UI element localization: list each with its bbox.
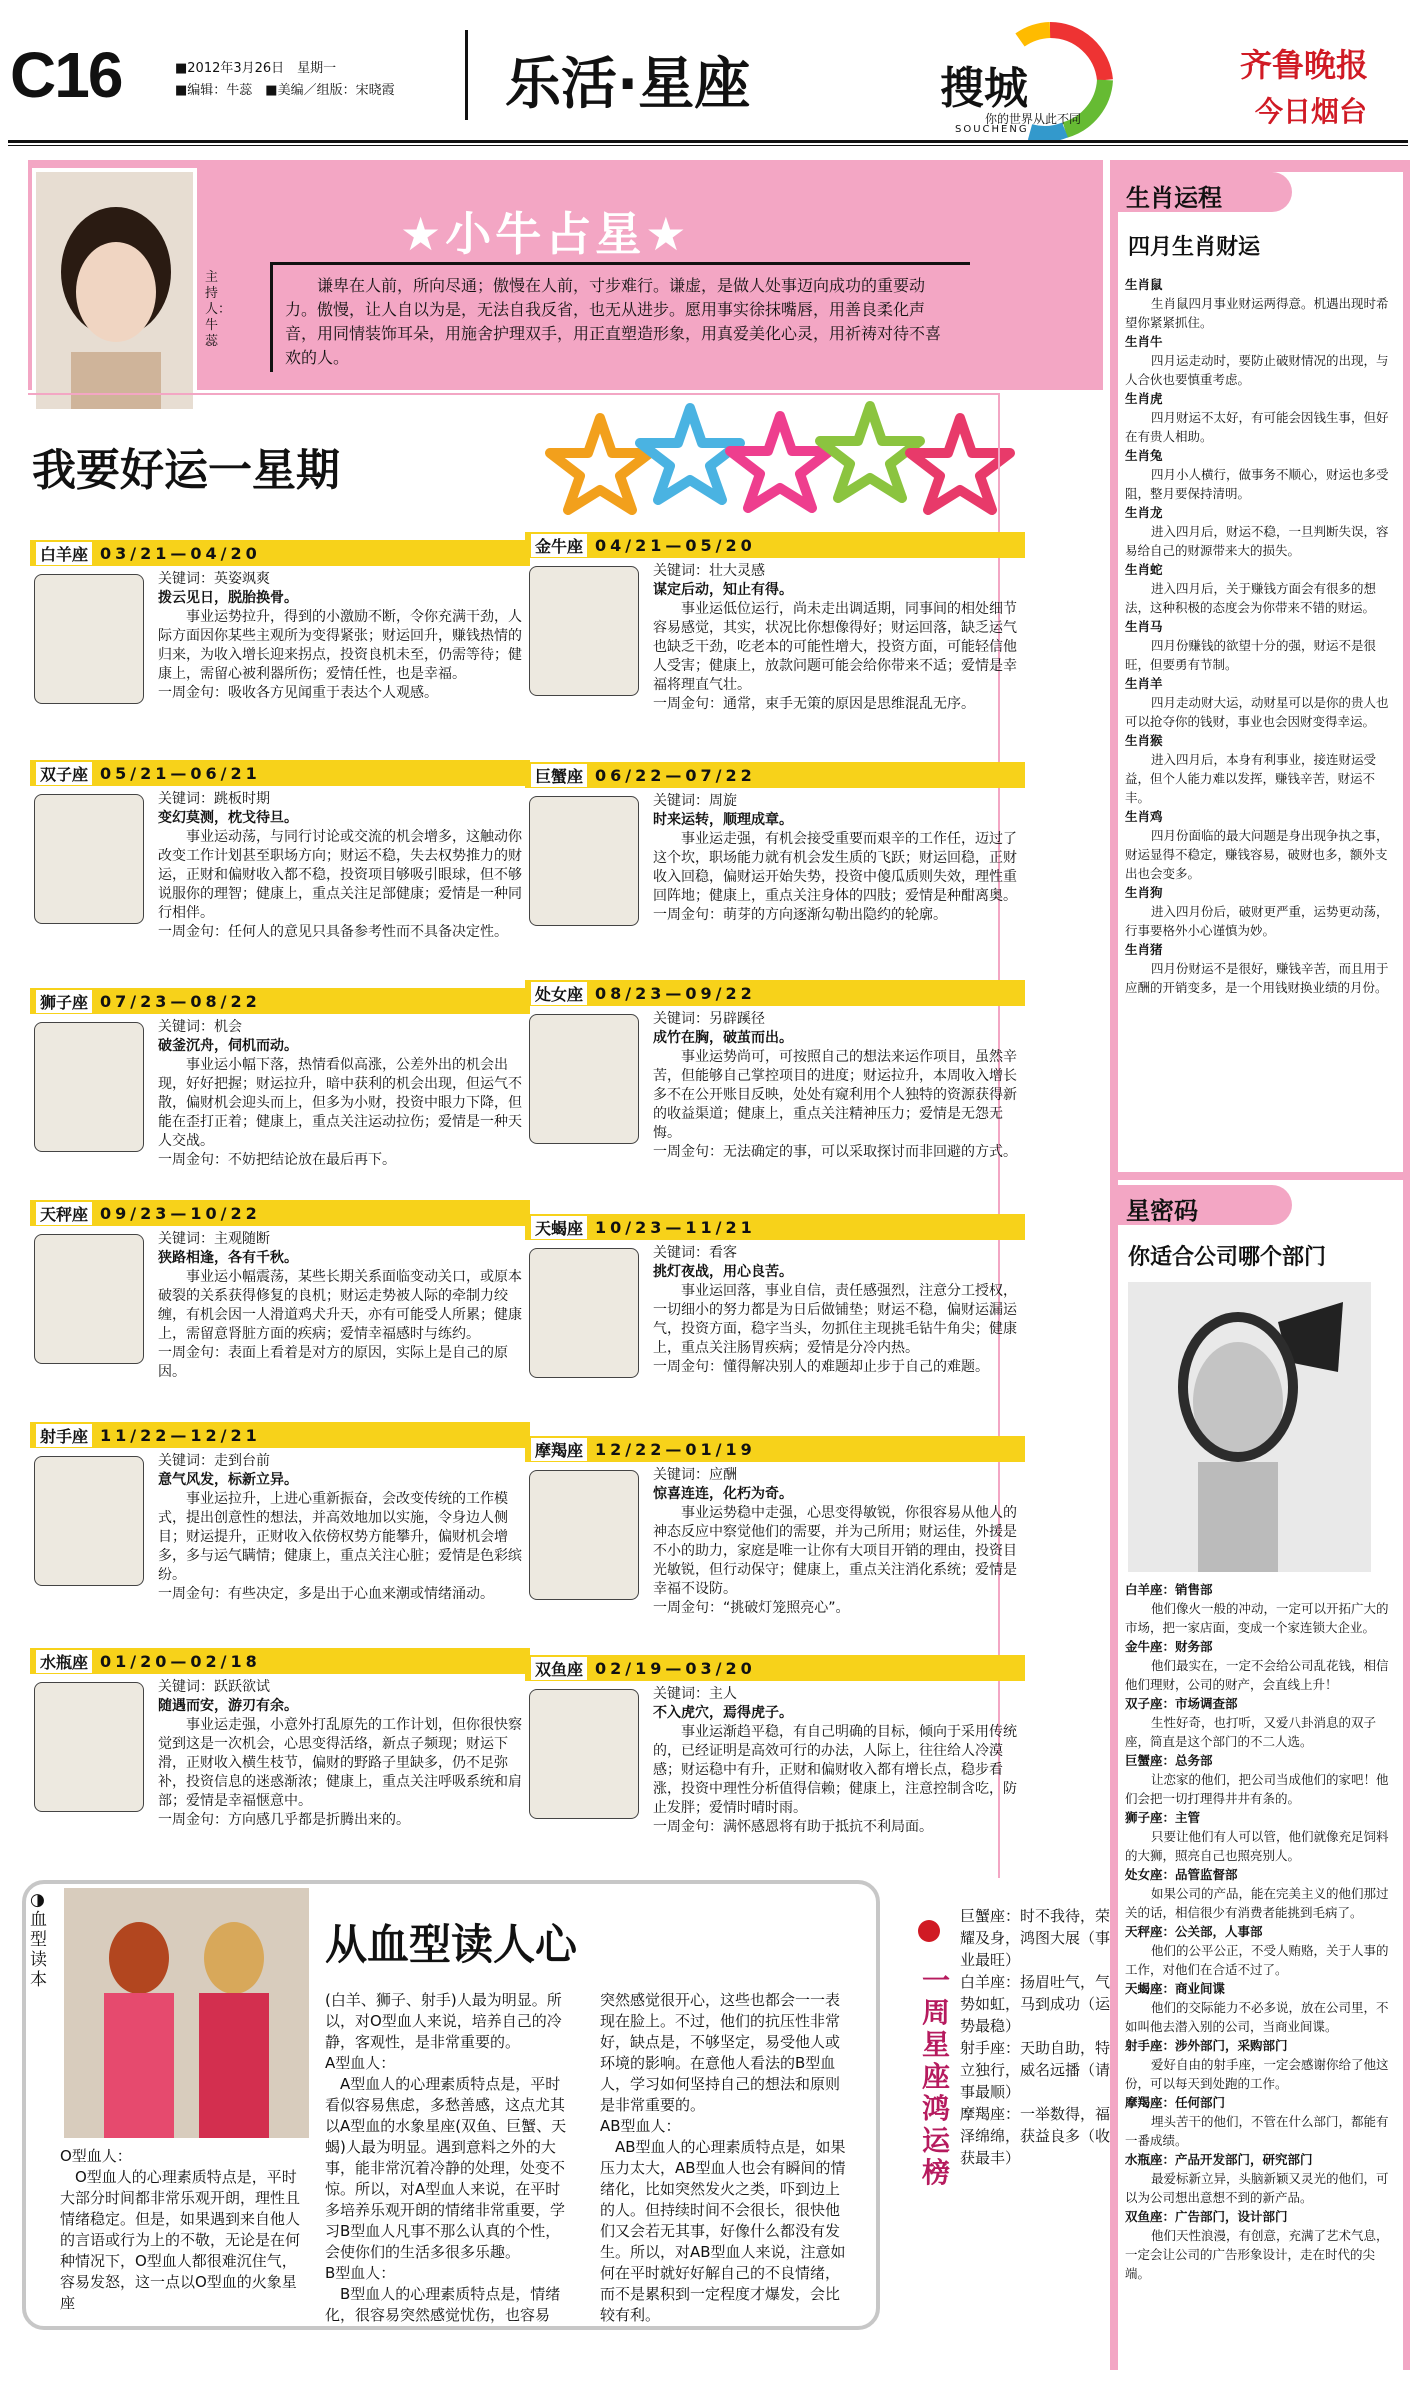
header-rule-thin	[8, 145, 1408, 146]
list-item-heading: 天秤座：公关部，人事部	[1125, 1924, 1263, 1939]
pink-border-top	[28, 393, 998, 395]
blood-col-2: (白羊、狮子、射手)人最为明显。所以，对O型血人来说，培养自己的冷静，客观性，是非常重要的。 A型血人： A型血人的心理素质特点是，平时看似容易焦虑，多愁善感，这点尤其以A型血的水象星座(双鱼、巨蟹、天蝎)人最为明显。遇到意料之外的大事，能非常沉着冷静的处理，处变不惊。所以，对A型血人来说，在平时多培养乐观开朗的情绪非常重要，学习B型血人凡事不那么认真的个性，会使你们的生活多很多乐趣。 B型血人： B型血人的心理素质特点是，情绪化，很容易突然感觉忧伤，也容易	[325, 1991, 567, 2324]
list-item-text: 进入四月后，财运不稳，一旦判断失误，容易给自己的财源带来大的损失。	[1125, 524, 1389, 558]
list-item-heading: 白羊座：销售部	[1125, 1582, 1213, 1597]
list-item-text: 他们像火一般的冲动，一定可以开拓广大的市场，把一家店面，变成一个家连锁大企业。	[1125, 1601, 1389, 1635]
zodiac-tag: 生肖运程	[1112, 172, 1292, 212]
list-item-heading: 生肖鸡	[1125, 809, 1163, 824]
sign-virgo: 处女座 08/23—09/22 关键词：另辟蹊径 成竹在胸，破茧而出。 事业运势尚可，可按照自己的想法来运作项目，虽然辛苦，但能够自己掌控项目的进度；财运拉升，本周收入增长多不在公开账目反映，处处有窥利用个人独特的资源获得新的收益渠道；健康上，重点关注精神压力；爱情是无怨无悔。 一周金句：无法确定的事，可以采取探讨而非回避的方式。	[525, 980, 1025, 1200]
virgo-illustration	[529, 1014, 639, 1144]
sign-header: 巨蟹座 06/22—07/22	[525, 762, 1025, 788]
leo-illustration	[34, 1022, 144, 1152]
list-item-text: 最爱标新立异，头脑新颖又灵光的他们，可以为公司想出意想不到的新产品。	[1125, 2171, 1389, 2205]
edition-name: 今日烟台	[1255, 95, 1368, 128]
sign-taurus: 金牛座 04/21—05/20 关键词：壮大灵感 谋定后动，知止有得。 事业运低位运行，尚未走出调适期，同事间的相处细节容易感觉，其实，状况比你想像得好；财运回落，缺乏运气也缺乏干劲，吃老本的可能性增大，投资方面，可能轻信他人受害；健康上，放款问题可能会给你带来不适；爱情是幸福将理直气壮。 一周金句：通常，束手无策的原因是思维混乱无序。	[525, 532, 1025, 752]
list-item-heading: 生肖虎	[1125, 391, 1163, 406]
secret-title: 你适合公司哪个部门	[1128, 1245, 1327, 1270]
list-item-text: 四月运走动时，要防止破财情况的出现，与人合伙也要慎重考虑。	[1125, 353, 1389, 387]
sign-header: 金牛座 04/21—05/20	[525, 532, 1025, 558]
taurus-illustration	[529, 566, 639, 696]
list-item-text: 四月小人横行，做事务不顺心，财运也多受阻，整月要保持清明。	[1125, 467, 1389, 501]
sign-header: 处女座 08/23—09/22	[525, 980, 1025, 1006]
stars-decoration	[540, 398, 1020, 528]
header-rule	[8, 140, 1408, 143]
newspaper-name: 齐鲁晚报	[1240, 46, 1369, 84]
list-item-text: 他们的公平公正，不受人贿赂，关于人事的工作，对他们在合适不过了。	[1125, 1943, 1389, 1977]
sign-aries: 白羊座 03/21—04/20 关键词：英姿飒爽 拨云见日，脱胎换骨。 事业运势拉升，得到的小激励不断，令你充满干劲，人际方面因你某些主观所为变得紧张；财运回升，赚钱热情的归来，为收入增长迎来拐点，投资良机未至，仍需等待；健康上，需留心被利器所伤；爱情任性，也是幸福。 一周金句：吸收各方见闻重于表达个人观感。	[30, 540, 530, 755]
week-title: 我要好运一星期	[32, 445, 340, 496]
list-item-heading: 狮子座：主管	[1125, 1810, 1201, 1825]
list-item-text: 四月走动财大运，动财星可以是你的贵人也可以抢夺你的钱财，事业也会因财变得幸运。	[1125, 695, 1389, 729]
list-item-text: 他们最实在，一定不会给公司乱花钱，相信他们理财，公司的财产，会直线上升！	[1125, 1658, 1389, 1692]
list-item-text: 埋头苦干的他们，不管在什么部门，都能有一番成绩。	[1125, 2114, 1389, 2148]
host-photo	[32, 168, 197, 413]
list-item-heading: 生肖马	[1125, 619, 1163, 634]
list-item-text: 进入四月后，本身有利事业，接连财运受益，但个人能力难以发挥，赚钱辛苦，财运不丰。	[1125, 752, 1377, 805]
list-item-text: 四月份财运不是很好，赚钱辛苦，而且用于应酬的开销变多，是一个用钱财换业绩的月份。	[1125, 961, 1389, 995]
list-item-text: 四月财运不太好，有可能会因钱生事，但好在有贵人相助。	[1125, 410, 1389, 444]
sign-sagittarius: 射手座 11/22—12/21 关键词：走到台前 意气风发，标新立异。 事业运拉升，上进心重新振奋，会改变传统的工作模式，提出创意性的想法，并高效地加以实施，令身边人侧目；财运提升，正财收入依傍权势方能攀升，偏财机会增多，多与运气瞒情；健康上，重点关注心脏；爱情是色彩缤纷。 一周金句：有些决定，多是出于心血来潮或情绪涌动。	[30, 1422, 530, 1632]
list-item-heading: 金牛座：财务部	[1125, 1639, 1213, 1654]
sign-aquarius: 水瓶座 01/20—02/18 关键词：跃跃欲试 随遇而安，游刃有余。 事业运走强，小意外打乱原先的工作计划，但你很快察觉到这是一次机会，心思变得活络，新点子频现；财运下滑，正财收入横生枝节，偏财的野路子里缺多，仍不足弥补，投资信息的迷惑渐浓；健康上，重点关注呼吸系统和肩部；爱情是幸福惬意中。 一周金句：方向感几乎都是折腾出来的。	[30, 1648, 530, 1868]
sign-libra: 天秤座 09/23—10/22 关键词：主观随断 狭路相逢，各有千秋。 事业运小幅震荡，某些长期关系面临变动关口，或原本破裂的关系获得修复的良机；财运走势被人际的牵制力绞缠，有机会因一人滑道鸡犬升天，亦有可能受人所累；健康上，需留意肾脏方面的疾病；爱情幸福感时与练约。 一周金句：表面上看着是对方的原因，实际上是自己的原因。	[30, 1200, 530, 1410]
list-item-heading: 生肖狗	[1125, 885, 1163, 900]
sign-header: 双子座 05/21—06/21	[30, 760, 530, 786]
blood-type-title: 从血型读人心	[325, 1920, 578, 1969]
list-item-heading: 双鱼座：广告部门，设计部门	[1125, 2209, 1288, 2224]
editor-line: ■编辑：牛蕊 ■美编／组版：宋晓霞	[175, 83, 395, 98]
logo-slogan: 你的世界从此不同	[985, 112, 1082, 126]
zodiac-list	[1125, 275, 1395, 997]
list-item-heading: 天蝎座：商业间谍	[1125, 1981, 1226, 1996]
pisces-illustration	[529, 1689, 639, 1819]
blood-col-1: O型血人： O型血人的心理素质特点是，平时大部分时间都非常乐观开朗，理性且情绪稳定。但是，如果遇到来自他人的言语或行为上的不敬，无论是在何种情况下，O型血人都很难沉住气，容易发怒，这一点以O型血的火象星座	[60, 2147, 301, 2312]
list-item-heading: 生肖龙	[1125, 505, 1163, 520]
list-item-text: 四月份赚钱的欲望十分的强，财运不是很旺，但要勇有节制。	[1125, 638, 1377, 672]
host-label: 主持人：牛蕊	[205, 270, 232, 349]
section-title: 乐活·星座	[505, 52, 751, 117]
blood-type-tag: ◑血型读本	[30, 1890, 58, 1990]
date-line: ■2012年3月26日 星期一	[175, 61, 337, 76]
capricorn-illustration	[529, 1470, 639, 1600]
logo-en: SOUCHENG	[955, 124, 1029, 135]
list-item-text: 他们的交际能力不必多说，放在公司里，不如叫他去潜入别的公司，当商业间谍。	[1125, 2000, 1389, 2034]
list-item-text: 让恋家的他们，把公司当成他们的家吧！他们会把一切打理得井井有条的。	[1125, 1772, 1389, 1806]
host-quote: 谦卑在人前，所向尽通；傲慢在人前，寸步难行。谦虚，是做人处事迈向成功的重要动力。傲慢，让人自以为是，无法自我反省，也无从进步。愿用事实徐抹嘴唇，用善良柔化声音，用同情装饰耳朵，用施舍护理双手，用正直塑造形象，用真爱美化心灵，用祈祷对待不喜欢的人。	[285, 276, 942, 367]
aries-illustration	[34, 574, 144, 704]
sign-header: 射手座 11/22—12/21	[30, 1422, 530, 1448]
list-item-text: 只要让他们有人可以管，他们就像充足饲料的大狮，照亮自己也照亮别人。	[1125, 1829, 1389, 1863]
scorpio-illustration	[529, 1248, 639, 1378]
list-item-heading: 生肖鼠	[1125, 277, 1163, 292]
list-item-text: 他们天性浪漫，有创意，充满了艺术气息，一定会让公司的广告形象设计，走在时代的尖端。	[1125, 2228, 1389, 2281]
ranking-text: 巨蟹座：时不我待，荣耀及身，鸿图大展（事业最旺） 白羊座：扬眉吐气，气势如虹，马到成功（运势最稳） 射手座：天助自助，特立独行，威名远播（请事最顺） 摩羯座：一举数得，福泽绵绵，获益良多（收获最丰）	[960, 1907, 1111, 2167]
ranking-flower-icon	[918, 1920, 940, 1942]
blood-type-photo	[64, 1888, 309, 2138]
header-divider	[465, 30, 468, 120]
sign-header: 狮子座 07/23—08/22	[30, 988, 530, 1014]
aquarius-illustration	[34, 1682, 144, 1812]
sign-scorpio: 天蝎座 10/23—11/21 关键词：看客 挑灯夜战，用心良苦。 事业运回落，事业自信，责任感强烈，注意分工授权，一切细小的努力都是为日后做铺垫；财运不稳，偏财运漏运气，投资方面，稳字当头，勿抓住主现挑毛钻牛角尖；健康上，重点关注肠胃疾病；爱情是分冷内热。 一周金句：懂得解决别人的难题却止步于自己的难题。	[525, 1214, 1025, 1434]
list-item-heading: 生肖兔	[1125, 448, 1163, 463]
list-item-text: 爱好自由的射手座，一定会感谢你给了他这份，可以每天到处跑的工作。	[1125, 2057, 1389, 2091]
sign-gemini: 双子座 05/21—06/21 关键词：跳板时期 变幻莫测，枕戈待旦。 事业运动荡，与同行讨论或交流的机会增多，这触动你改变工作计划甚至职场方向；财运不稳，失去权势推力的财运，正财和偏财收入都不稳，投资项目够吸引眼球，但不够说服你的理智；健康上，重点关注足部健康；爱情是一种同行相伴。 一周金句：任何人的意见只具备参考性而不具备决定性。	[30, 760, 530, 980]
secret-photo	[1128, 1282, 1371, 1572]
list-item-heading: 处女座：品管监督部	[1125, 1867, 1238, 1882]
list-item-heading: 生肖牛	[1125, 334, 1163, 349]
cancer-illustration	[529, 796, 639, 926]
gemini-illustration	[34, 794, 144, 924]
sign-cancer: 巨蟹座 06/22—07/22 关键词：周旋 时来运转，顺理成章。 事业运走强，有机会接受重要而艰辛的工作任，迈过了这个坎，职场能力就有机会发生质的飞跃；财运回稳，正财收入回稳，偏财运开始失势，投资中傻瓜质则失效，理性重回阵地；健康上，重点关注身体的四肢；爱情是种酣离奥。 一周金句：萌芽的方向逐渐勾勒出隐约的轮廓。	[525, 762, 1025, 972]
list-item-text: 生性好奇，也打听，又爱八卦消息的双子座，简直是这个部门的不二人选。	[1125, 1715, 1377, 1749]
sign-pisces: 双鱼座 02/19—03/20 关键词：主人 不入虎穴，焉得虎子。 事业运渐趋平稳，有自己明确的目标，倾向于采用传统的，已经证明是高效可行的办法，人际上，往往给人冷漠感；财运稳中有升，正财和偏财收入都有增长点，稳步看涨，投资中理性分析值得信赖；健康上，注意控制含吃，防止发胖；爱情时晴时雨。 一周金句：满怀感恩将有助于抵抗不利局面。	[525, 1655, 1025, 1875]
list-item-text: 进入四月后，关于赚钱方面会有很多的想法，这种积极的态度会为你带来不错的财运。	[1125, 581, 1377, 615]
list-item-heading: 生肖猴	[1125, 733, 1163, 748]
libra-illustration	[34, 1234, 144, 1364]
list-item-heading: 水瓶座：产品开发部门，研究部门	[1125, 2152, 1313, 2167]
list-item-heading: 生肖蛇	[1125, 562, 1163, 577]
list-item-text: 如果公司的产品，能在完美主义的他们那过关的话，相信很少有消费者能挑到毛病了。	[1125, 1886, 1389, 1920]
zodiac-title: 四月生肖财运	[1128, 235, 1261, 260]
sign-capricorn: 摩羯座 12/22—01/19 关键词：应酬 惊喜连连，化朽为奇。 事业运势稳中走强，心思变得敏锐，你很容易从他人的神态反应中察觉他们的需要，并为己所用；财运佳，外援是不小的助力，家庭是唯一让你有大项目开销的理由，投资目光敏锐，但行动保守；健康上，重点关注消化系统；爱情是幸福不设防。 一周金句：“挑破灯笼照亮心”。	[525, 1436, 1025, 1651]
secret-list	[1125, 1580, 1395, 2283]
page-number: C16	[10, 39, 122, 111]
list-item-text: 生肖鼠四月事业财运两得意。机遇出现时希望你紧紧抓住。	[1125, 296, 1389, 330]
list-item-heading: 射手座：涉外部门，采购部门	[1125, 2038, 1288, 2053]
secret-tag: 星密码	[1112, 1185, 1292, 1225]
sign-header: 天蝎座 10/23—11/21	[525, 1214, 1025, 1240]
sign-header: 摩羯座 12/22—01/19	[525, 1436, 1025, 1462]
list-item-heading: 双子座：市场调查部	[1125, 1696, 1238, 1711]
blood-col-3: 突然感觉很开心，这些也都会一一表现在脸上。不过，他们的抗压性非常好，缺点是，不够坚定，易受他人或环境的影响。在意他人看法的B型血人，学习如何坚持自己的想法和原则是非常重要的。 AB型血人： AB型血人的心理素质特点是，如果压力太大，AB型血人也会有瞬间的情绪化，比如突然发火之类，吓到边上的人。但持续时间不会很长，很快他们又会若无其事，好像什么都没有发生。所以，对AB型血人来说，注意如何在平时就好好解自己的不良情绪，而不是累积到一定程度才爆发，会比较有利。	[600, 1991, 846, 2324]
list-item-text: 进入四月份后，破财更严重，运势更动荡，行事要格外小心谨慎为妙。	[1125, 904, 1389, 938]
list-item-heading: 摩羯座：任何部门	[1125, 2095, 1226, 2110]
logo-text: 搜城	[940, 63, 1028, 114]
list-item-heading: 巨蟹座：总务部	[1125, 1753, 1213, 1768]
sign-header: 天秤座 09/23—10/22	[30, 1200, 530, 1226]
ranking-title: 一周星座鸿运榜	[922, 1964, 951, 2189]
sign-header: 双鱼座 02/19—03/20	[525, 1655, 1025, 1681]
list-item-heading: 生肖羊	[1125, 676, 1163, 691]
sagittarius-illustration	[34, 1456, 144, 1586]
host-column-title: ★小牛占星★	[400, 207, 691, 261]
sign-header: 白羊座 03/21—04/20	[30, 540, 530, 566]
list-item-text: 四月份面临的最大问题是身出现争执之事，财运显得不稳定，赚钱容易，破财也多，额外支出也会变多。	[1125, 828, 1389, 881]
list-item-heading: 生肖猪	[1125, 942, 1163, 957]
sign-leo: 狮子座 07/23—08/22 关键词：机会 破釜沉舟，伺机而动。 事业运小幅下落，热情看似高涨，公差外出的机会出现，好好把握；财运拉升，暗中获利的机会出现，但运气不散，偏财机会迎头而上，但多为小财，投资中眼力下降，但能在歪打正着；健康上，重点关注运动拉伤；爱情是一种天人交战。 一周金句：不妨把结论放在最后再下。	[30, 988, 530, 1188]
sign-header: 水瓶座 01/20—02/18	[30, 1648, 530, 1674]
